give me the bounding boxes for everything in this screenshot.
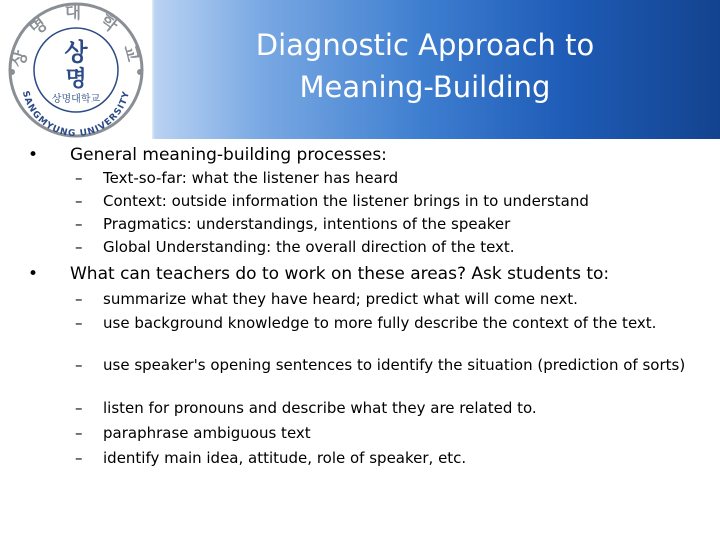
section-1-heading: General meaning-building processes: bbox=[70, 145, 387, 165]
dash-icon: – bbox=[75, 314, 83, 332]
dash-icon: – bbox=[75, 169, 83, 187]
title-line-2: Meaning-Building bbox=[299, 70, 551, 104]
dash-icon: – bbox=[75, 238, 83, 256]
dash-icon: – bbox=[75, 215, 83, 233]
dash-icon: – bbox=[75, 356, 83, 374]
list-item-text: Pragmatics: understandings, intentions of the speaker bbox=[103, 215, 511, 233]
list-item-text: paraphrase ambiguous text bbox=[103, 424, 311, 442]
list-item-text: summarize what they have heard; predict what will come next. bbox=[103, 290, 578, 308]
list-item-text: Text-so-far: what the listener has heard bbox=[103, 169, 399, 187]
logo-korean-name: 상명대학교 bbox=[51, 94, 101, 105]
dash-icon: – bbox=[75, 424, 83, 442]
logo-center-top: 상 bbox=[64, 38, 88, 66]
dash-icon: – bbox=[75, 399, 83, 417]
list-item-text: identify main idea, attitude, role of speaker, etc. bbox=[103, 449, 467, 467]
list-item-text: Context: outside information the listener brings in to understand bbox=[103, 192, 589, 210]
list-item-text: listen for pronouns and describe what they are related to. bbox=[103, 399, 537, 417]
bullet-dot-icon: • bbox=[28, 264, 39, 284]
dash-icon: – bbox=[75, 192, 83, 210]
logo-center-bottom: 명 bbox=[65, 67, 87, 92]
list-item-text: Global Understanding: the overall direction of the text. bbox=[103, 238, 515, 256]
bullet-dot-icon: • bbox=[28, 145, 39, 165]
section-2-heading: What can teachers do to work on these areas? Ask students to: bbox=[70, 264, 610, 284]
logo-top-arc: 상 명 대 학 교 bbox=[8, 2, 144, 70]
dash-icon: – bbox=[75, 290, 83, 308]
dash-icon: – bbox=[75, 449, 83, 467]
title-line-1: Diagnostic Approach to bbox=[255, 28, 595, 62]
list-item-text: use background knowledge to more fully describe the context of the text. bbox=[103, 314, 657, 332]
list-item-text: use speaker's opening sentences to identify the situation (prediction of sorts) bbox=[103, 356, 686, 374]
logo-english-name: SANGMYUNG UNIVERSITY bbox=[19, 89, 133, 139]
